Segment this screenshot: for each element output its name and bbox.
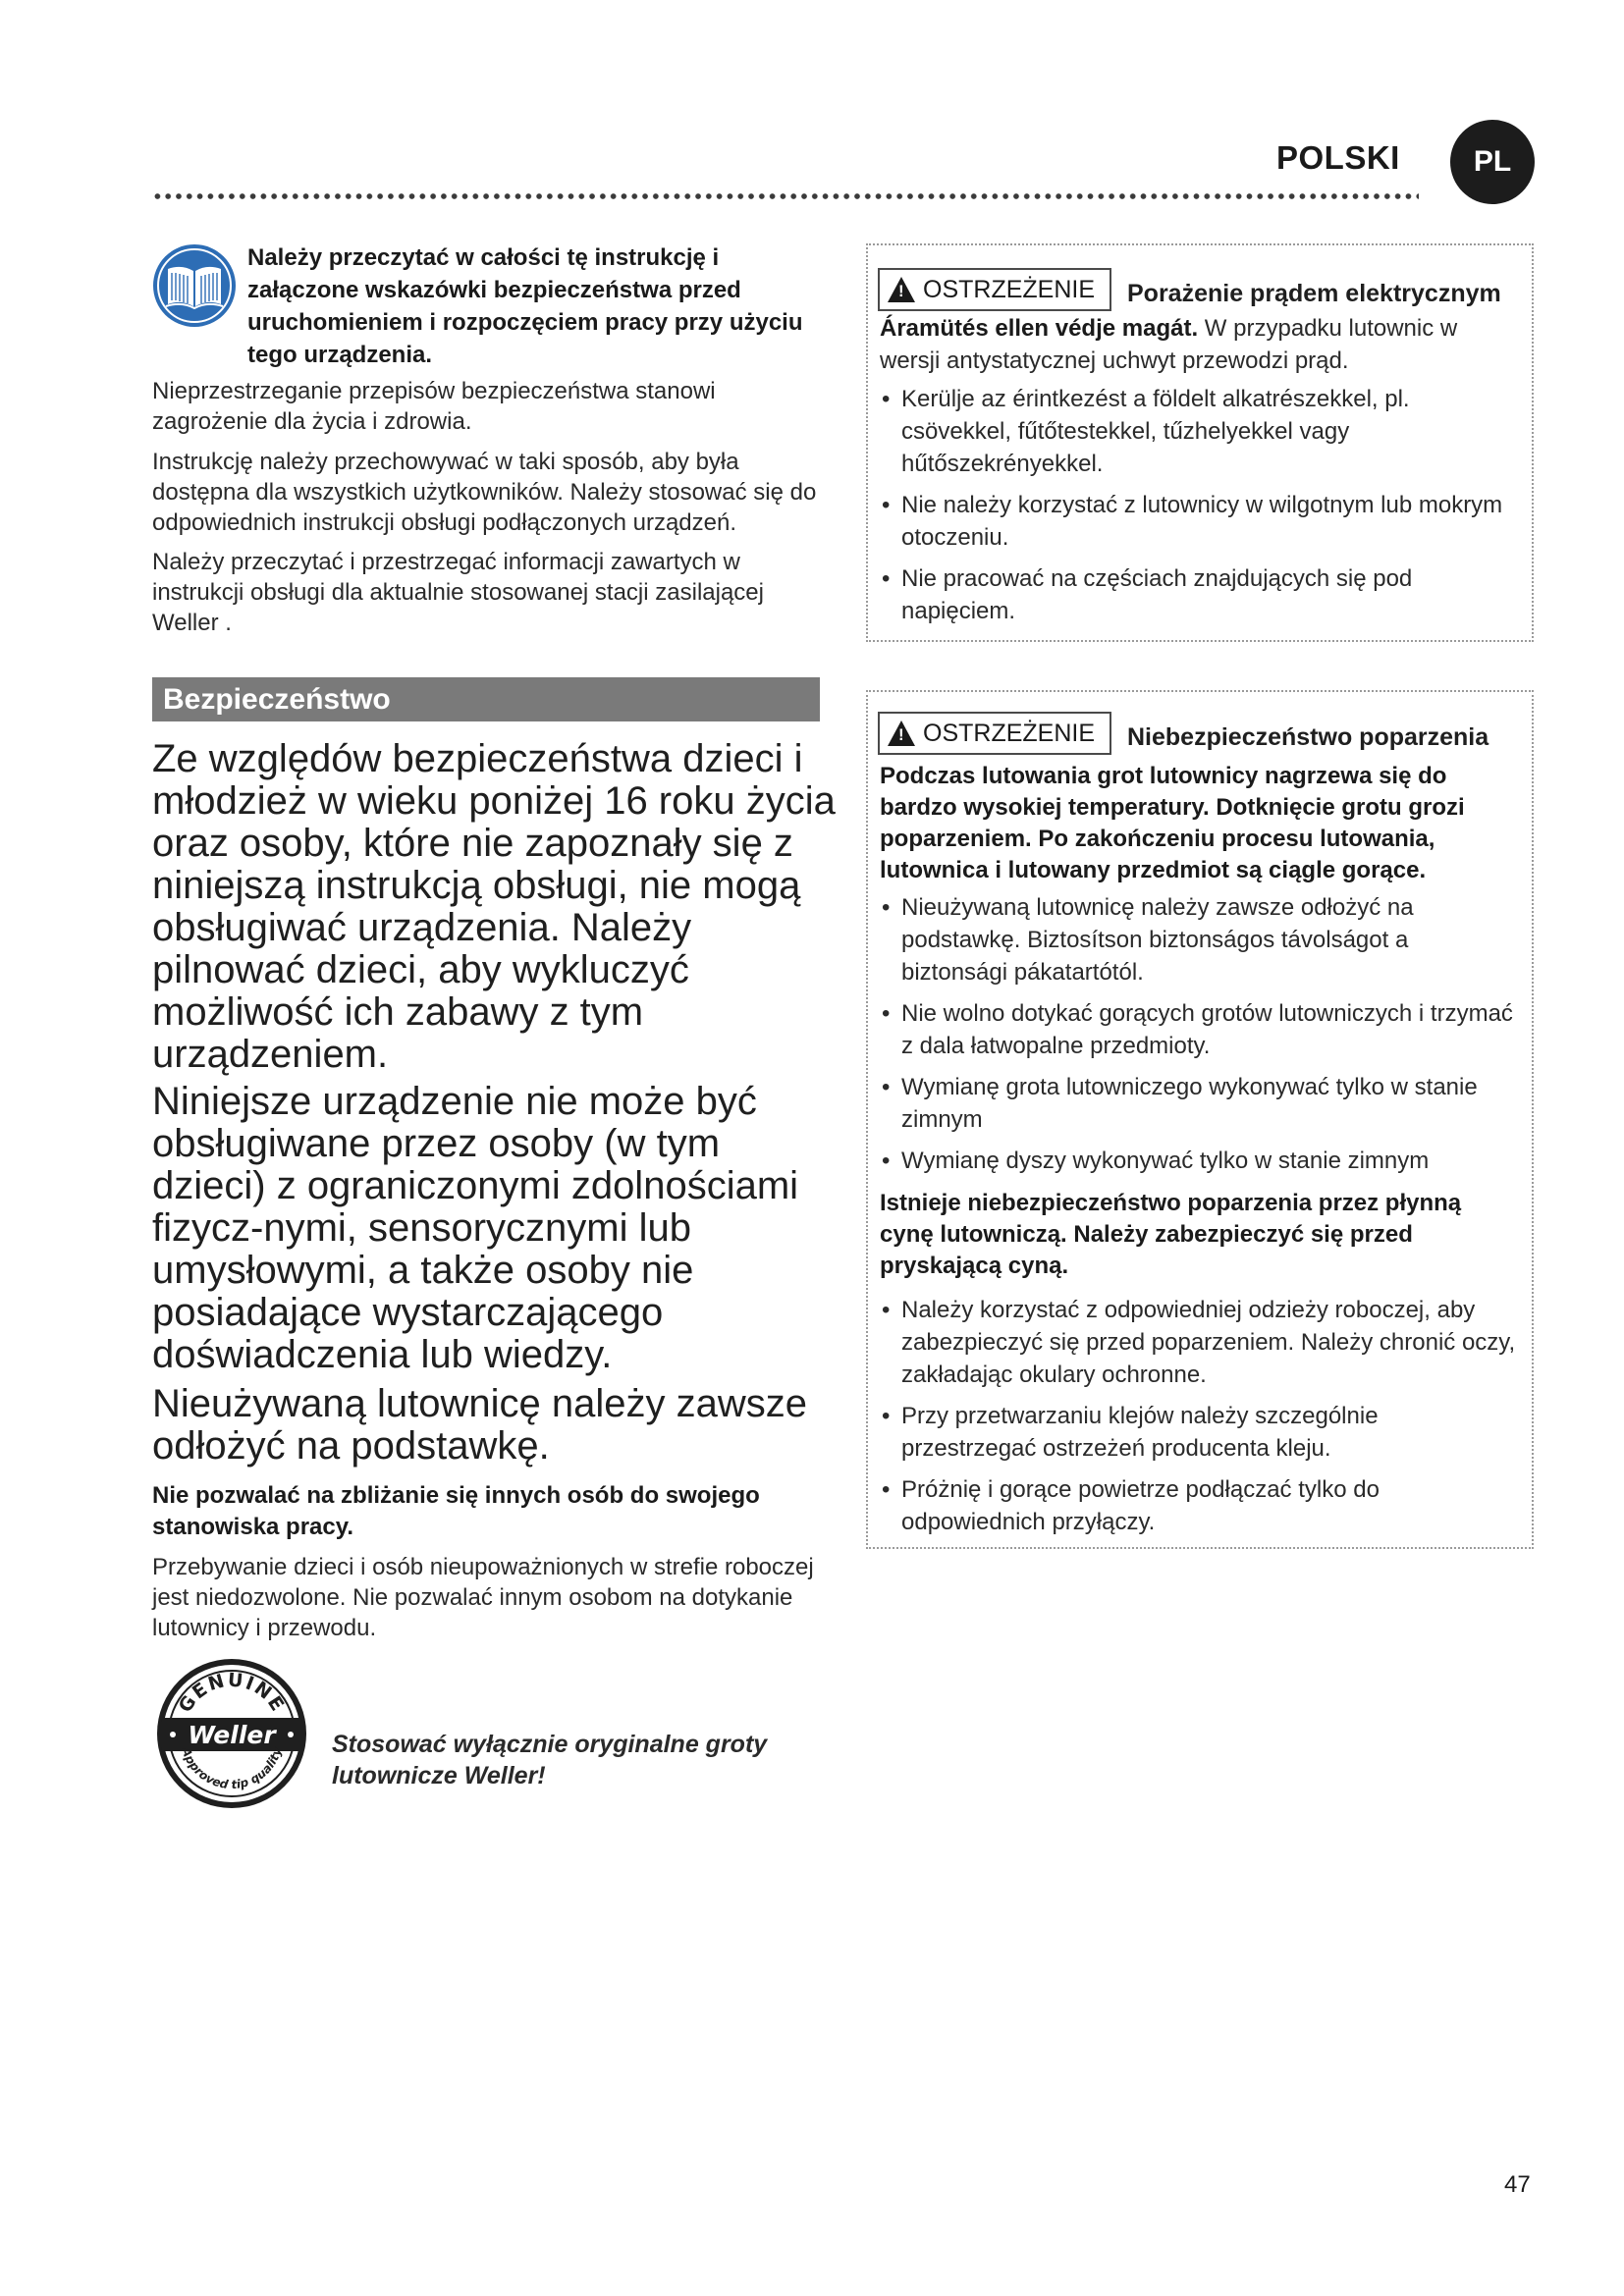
svg-text:GENUINE: GENUINE xyxy=(174,1669,290,1717)
list-item: • Należy korzystać z odpowiedniej odzieży roboczej, aby zabezpieczyć się przed poparzeniem. Należy chronić oczy, zakładając okulary ochronne. xyxy=(880,1294,1516,1391)
warning-triangle-icon xyxy=(888,721,915,746)
svg-text:Weller: Weller xyxy=(188,1721,276,1749)
genuine-tips-note: Stosować wyłącznie oryginalne groty lutownicze Weller! xyxy=(332,1731,768,1789)
safety-workplace-paragraph: Przebywanie dzieci i osób nieupoważnionych w strefie roboczej jest niedozwolone. Nie pozwalać innym osobom na dotykanie lutownicy i przewodu. xyxy=(152,1554,814,1641)
list-item: • Wymianę dyszy wykonywać tylko w stanie zimnym xyxy=(880,1145,1516,1177)
warning-triangle-icon xyxy=(888,277,915,302)
safety-holder-notice: Nieużywaną lutownicę należy zawsze odłożyć na podstawkę. xyxy=(152,1382,807,1468)
warning2-bullet-list-2 xyxy=(880,1294,1516,1547)
warning1-lead-bold: Áramütés ellen védje magát. xyxy=(880,315,1199,342)
safety-children-notice: Ze względów bezpieczeństwa dzieci i młodzież w wieku poniżej 16 roku życia oraz osoby, które nie zapoznały się z niniejszą instrukcją obsługi, nie mogą obsługiwać urządzenia. Należy pilnować dzieci, aby wykluczyć możliwość ich zabawy z tym urządzeniem. xyxy=(152,737,836,1076)
warning2-bullet-list-1 xyxy=(880,891,1516,1186)
warning-title-burn-hazard: Niebezpieczeństwo poparzenia xyxy=(1127,723,1489,751)
warning1-bullet-list xyxy=(880,383,1516,636)
warning-label xyxy=(878,712,1111,755)
safety-workplace-bold: Nie pozwalać na zbliżanie się innych osób do swojego stanowiska pracy. xyxy=(152,1482,760,1540)
warning-label xyxy=(878,268,1111,311)
list-item: • Nie wolno dotykać gorących grotów lutowniczych i trzymać z dala łatwopalne przedmioty. xyxy=(880,997,1516,1062)
list-item: • Nie należy korzystać z lutownicy w wilgotnym lub mokrym otoczeniu. xyxy=(880,489,1516,554)
intro-paragraph-1: Nieprzestrzeganie przepisów bezpieczeństwa stanowi zagrożenie dla życia i zdrowia. xyxy=(152,378,716,435)
svg-text:Approved tip quality: Approved tip quality xyxy=(179,1745,285,1792)
list-item: • Wymianę grota lutowniczego wykonywać tylko w stanie zimnym xyxy=(880,1071,1516,1136)
list-item: • Kerülje az érintkezést a földelt alkatrészekkel, pl. csövekkel, fűtőtestekkel, tűzhelyekkel vagy hűtőszekrényekkel. xyxy=(880,383,1516,480)
list-item: • Przy przetwarzaniu klejów należy szczególnie przestrzegać ostrzeżeń producenta kleju. xyxy=(880,1400,1516,1465)
language-label: POLSKI xyxy=(1276,139,1400,176)
warning2-lead-bold: Podczas lutowania grot lutownicy nagrzewa się do bardzo wysokiej temperatury. Dotknięcie grotu grozi poparzeniem. Po zakończeniu procesu lutowania, lutownica i lutowany przedmiot są ciągle gorące. xyxy=(880,763,1465,883)
warning-title-electric-shock: Porażenie prądem elektrycznym xyxy=(1127,280,1501,307)
intro-paragraph-3: Należy przeczytać i przestrzegać informacji zawartych w instrukcji obsługi dla aktualnie stosowanej stacji zasilającej Weller . xyxy=(152,549,764,636)
warning1-lead xyxy=(880,312,1516,377)
language-badge: PL xyxy=(1450,120,1535,204)
warning2-solder-splash-bold: Istnieje niebezpieczeństwo poparzenia przez płynną cynę lutowniczą. Należy zabezpieczyć się przed pryskającą cyną. xyxy=(880,1190,1462,1279)
manual-book-icon xyxy=(152,243,237,328)
genuine-weller-seal-icon xyxy=(155,1657,308,1810)
header-divider xyxy=(152,192,1419,200)
intro-paragraph-2: Instrukcję należy przechowywać w taki sposób, aby była dostępna dla wszystkich użytkowników. Należy stosować się do odpowiednich instrukcji obsługi podłączonych urządzeń. xyxy=(152,449,817,536)
list-item: • Nieużywaną lutownicę należy zawsze odłożyć na podstawkę. Biztosítson biztonságos távolságot a biztonsági pákatartótól. xyxy=(880,891,1516,988)
intro-read-manual-notice: Należy przeczytać w całości tę instrukcję i załączone wskazówki bezpieczeństwa przed uruchomieniem i rozpoczęciem pracy przy użyciu tego urządzenia. xyxy=(247,244,803,368)
warning-label-text: OSTRZEŻENIE xyxy=(923,275,1096,303)
warning1-lead-rest: W przypadku lutownic w wersji antystatycznej uchwyt przewodzi prąd. xyxy=(880,315,1458,374)
section-heading-safety: Bezpieczeństwo xyxy=(152,677,820,721)
warning-label-text: OSTRZEŻENIE xyxy=(923,719,1096,747)
page-number: 47 xyxy=(1504,2171,1531,2198)
list-item: • Nie pracować na częściach znajdujących się pod napięciem. xyxy=(880,562,1516,627)
list-item: • Próżnię i gorące powietrze podłączać tylko do odpowiednich przyłączy. xyxy=(880,1473,1516,1538)
safety-limited-abilities-notice: Niniejsze urządzenie nie może być obsługiwane przez osoby (w tym dzieci) z ograniczonymi zdolnościami fizycz-nymi, sensorycznymi lub umysłowymi, a także osoby nie posiadające wystarczającego doświadczenia lub wiedzy. xyxy=(152,1080,799,1376)
